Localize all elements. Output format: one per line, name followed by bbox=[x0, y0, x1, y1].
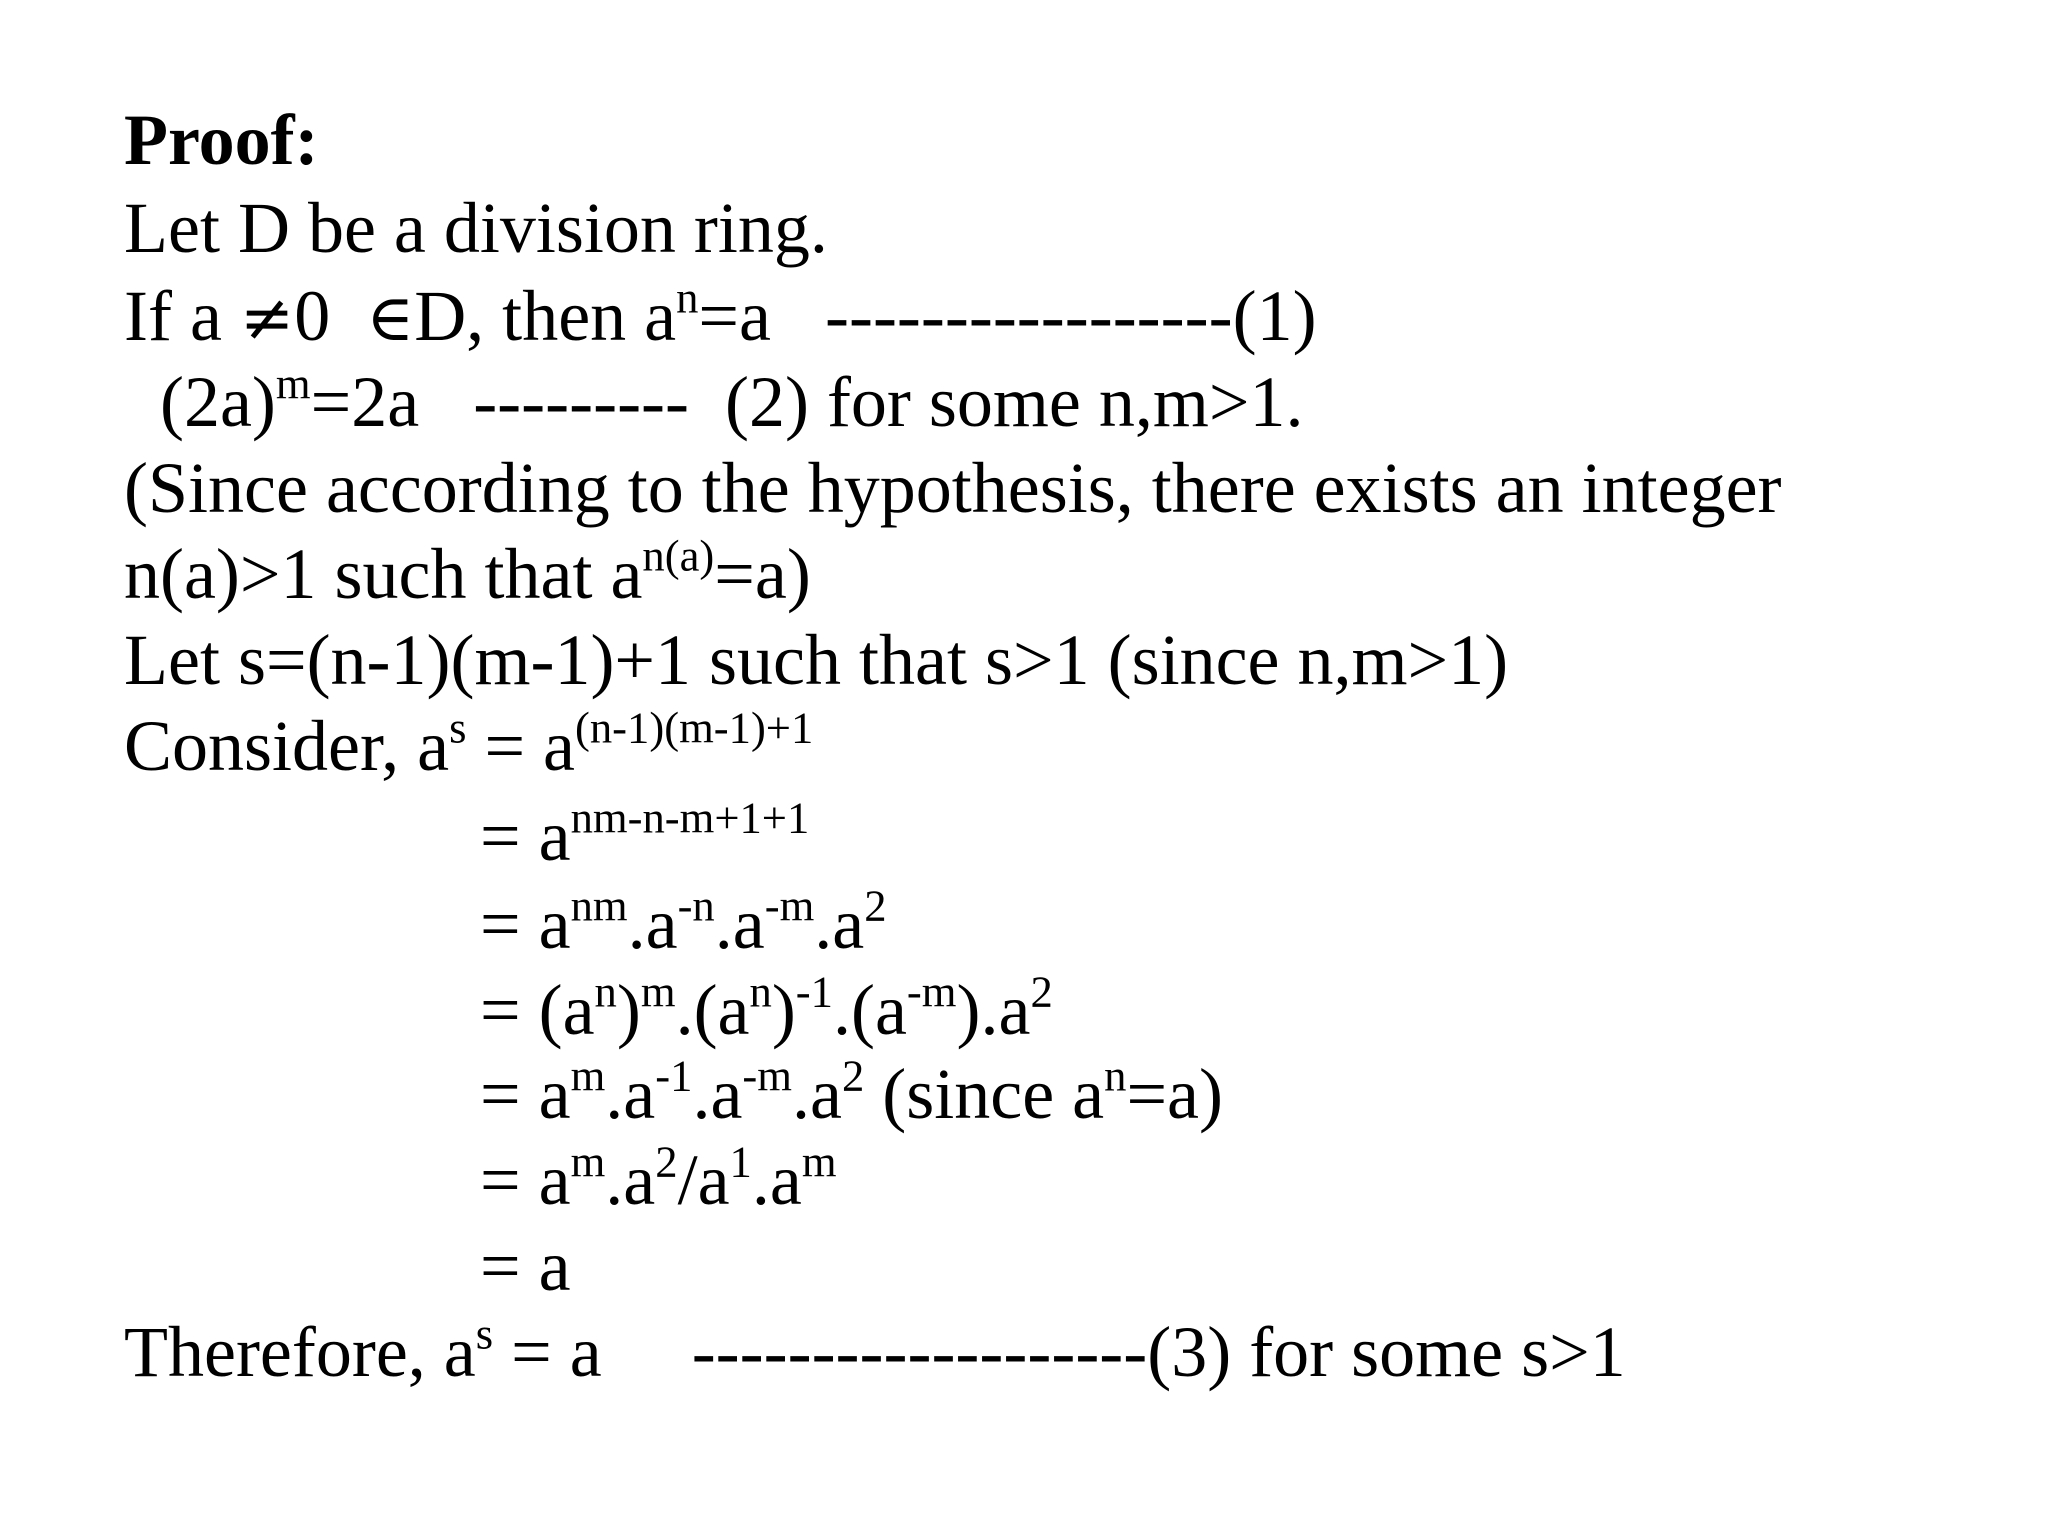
proof-step-4: = $a^m.a^{-1}.a^{-m}.a^2$ (since $a^n=a$) bbox=[480, 1050, 1223, 1134]
proof-line-5: n(a)>1 such that $a^{n(a)}=a$) bbox=[124, 530, 811, 614]
proof-conclusion: Therefore, $a^s = a$ -------------------(3) for some s>1 bbox=[124, 1308, 1626, 1392]
proof-line-4: (Since according to the hypothesis, there exists an integer bbox=[124, 448, 1782, 528]
proof-line-2: If a ≠0 ∈D, then $a^n=a$ -----------------(1) bbox=[124, 272, 1317, 356]
proof-heading: Proof: bbox=[124, 100, 319, 180]
proof-line-7: Consider, $a^s = a^{(n-1)(m-1)+1}$ bbox=[124, 702, 814, 786]
proof-line-3: $(2a)^m=2a$ --------- (2) for some n,m>1. bbox=[124, 358, 1304, 442]
proof-line-6: Let s=(n-1)(m-1)+1 such that s>1 (since n,m>1) bbox=[124, 620, 1509, 700]
element-of-symbol: ∈ bbox=[366, 281, 415, 356]
proof-step-3: = $(a^n)^m.(a^n)^{-1}.(a^{-m}).a^2$ bbox=[480, 966, 1053, 1050]
proof-step-6: = a bbox=[480, 1226, 571, 1306]
proof-line-1: Let D be a division ring. bbox=[124, 188, 828, 268]
proof-step-2: = $a^{nm}.a^{-n}.a^{-m}.a^2$ bbox=[480, 880, 887, 964]
proof-step-5: = $a^m.a^2/a^1.a^m$ bbox=[480, 1136, 837, 1220]
not-equal-symbol: ≠ bbox=[239, 281, 295, 356]
proof-step-1: = $a^{nm-n-m+1+1}$ bbox=[480, 792, 810, 876]
